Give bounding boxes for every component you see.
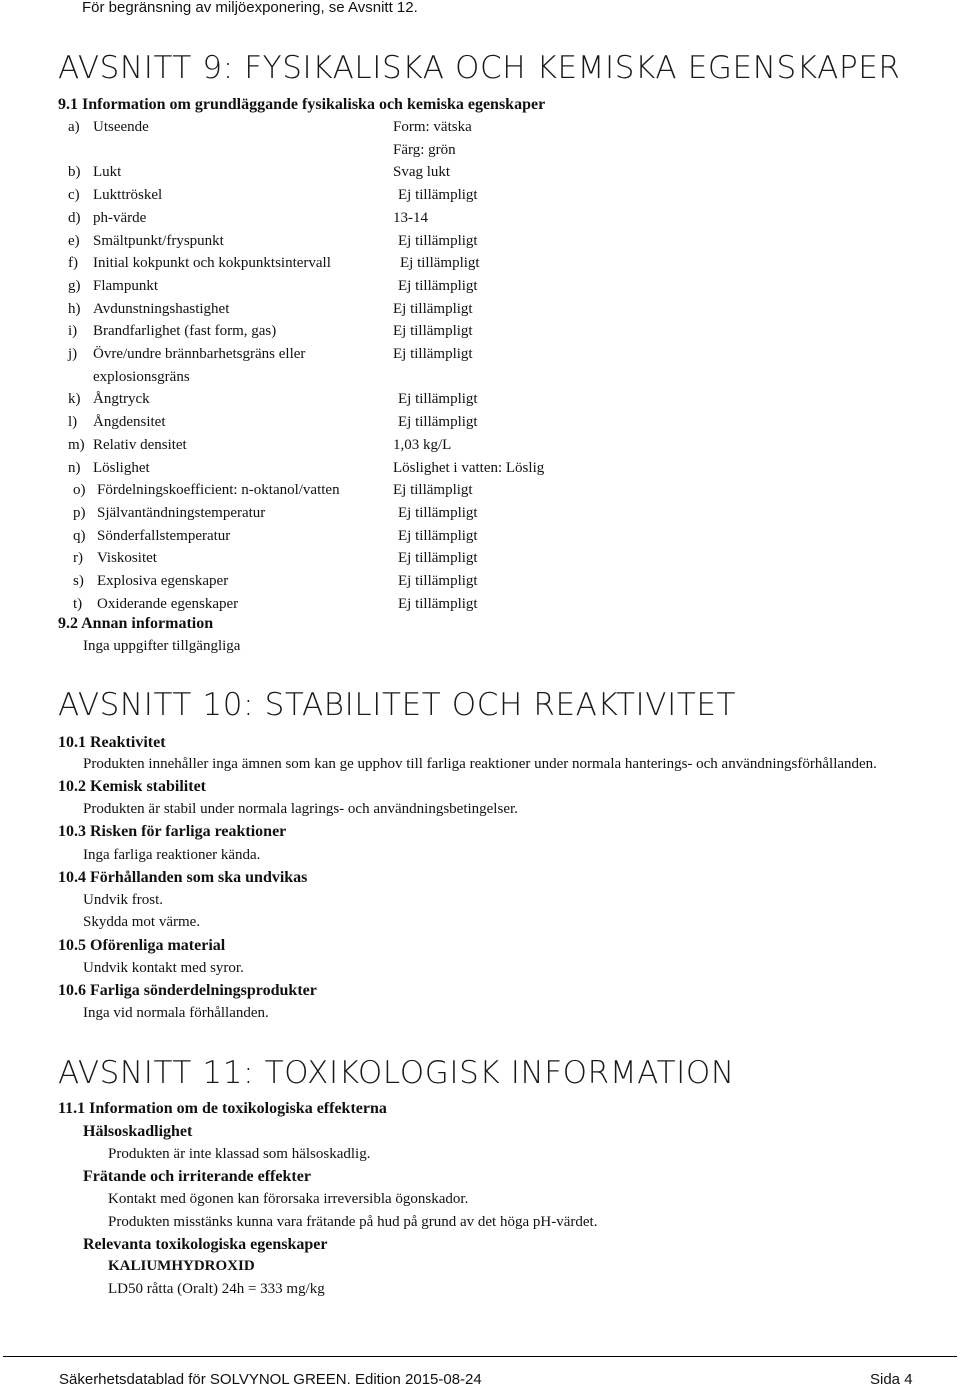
subsection-10-2-heading: 10.2 Kemisk stabilitet	[58, 778, 206, 795]
property-label: Flampunkt	[93, 278, 159, 294]
property-label: explosionsgräns	[93, 369, 190, 385]
property-label: Ångdensitet	[93, 414, 166, 430]
property-value: Ej tillämpligt	[398, 391, 478, 407]
property-label: Relativ densitet	[93, 437, 187, 453]
subsection-10-5-heading: 10.5 Oförenliga material	[58, 937, 226, 954]
property-letter: f)	[68, 255, 78, 271]
subsection-9-1-heading: 9.1 Information om grundläggande fysikaliska och kemiska egenskaper	[58, 96, 546, 113]
property-label: Sönderfallstemperatur	[97, 528, 231, 544]
property-letter: o)	[73, 482, 86, 498]
property-letter: p)	[73, 505, 86, 521]
property-label: Explosiva egenskaper	[97, 573, 229, 589]
property-label: Lukt	[93, 164, 122, 180]
property-label: Brandfarlighet (fast form, gas)	[93, 323, 277, 339]
property-label: Viskositet	[97, 550, 157, 566]
property-label: Oxiderande egenskaper	[97, 596, 239, 612]
property-label: Ångtryck	[93, 391, 150, 407]
property-value: Ej tillämpligt	[398, 596, 478, 612]
property-value: Ej tillämpligt	[398, 550, 478, 566]
property-value: 1,03 kg/L	[393, 437, 452, 453]
property-letter: i)	[68, 323, 78, 339]
health-hazard-text: Produkten är inte klassad som hälsoskadlig.	[108, 1146, 371, 1162]
property-label: Självantändningstemperatur	[97, 505, 266, 521]
property-value: Ej tillämpligt	[398, 414, 478, 430]
relevant-tox-heading: Relevanta toxikologiska egenskaper	[83, 1236, 328, 1253]
subsection-10-3-heading: 10.3 Risken för farliga reaktioner	[58, 823, 287, 840]
property-value: Ej tillämpligt	[398, 528, 478, 544]
property-label: Fördelningskoefficient: n-oktanol/vatten	[97, 482, 340, 498]
property-letter: c)	[68, 187, 80, 203]
property-letter: m)	[68, 437, 85, 453]
property-value: Svag lukt	[393, 164, 451, 180]
subsection-10-3-text: Inga farliga reaktioner kända.	[83, 847, 261, 863]
substance-name: KALIUMHYDROXID	[108, 1258, 255, 1274]
property-label: Löslighet	[93, 460, 150, 476]
property-value: Ej tillämpligt	[398, 187, 478, 203]
property-label: Övre/undre brännbarhetsgräns eller	[93, 346, 306, 362]
property-letter: n)	[68, 460, 81, 476]
page-number: Sida 4	[870, 1371, 913, 1388]
subsection-10-1-text: Produkten innehåller inga ämnen som kan ge upphov till farliga reaktioner under normala hanterings- och användningsförhållanden.	[83, 756, 877, 772]
property-letter: t)	[73, 596, 83, 612]
property-label: Utseende	[93, 119, 149, 135]
property-letter: g)	[68, 278, 81, 294]
subsection-10-6-text: Inga vid normala förhållanden.	[83, 1005, 269, 1021]
property-value: Löslighet i vatten: Löslig	[393, 460, 545, 476]
section-9-title: AVSNITT 9: FYSIKALISKA OCH KEMISKA EGENSKAPER	[58, 50, 901, 86]
subsection-11-1-heading: 11.1 Information om de toxikologiska effekterna	[58, 1100, 387, 1117]
property-label: Initial kokpunkt och kokpunktsintervall	[93, 255, 331, 271]
property-letter: j)	[68, 346, 78, 362]
subsection-10-6-heading: 10.6 Farliga sönderdelningsprodukter	[58, 982, 317, 999]
property-value: Ej tillämpligt	[398, 573, 478, 589]
property-value: Ej tillämpligt	[398, 233, 478, 249]
property-label: ph-värde	[93, 210, 147, 226]
section-11-title: AVSNITT 11: TOXIKOLOGISK INFORMATION	[58, 1055, 735, 1091]
property-value: Ej tillämpligt	[393, 323, 473, 339]
health-hazard-heading: Hälsoskadlighet	[83, 1123, 193, 1140]
corrosive-effects-heading: Frätande och irriterande effekter	[83, 1168, 311, 1185]
corrosive-effects-line-1: Kontakt med ögonen kan förorsaka irreversibla ögonskador.	[108, 1191, 469, 1207]
property-label: Lukttröskel	[93, 187, 163, 203]
property-value: Form: vätska	[393, 119, 472, 135]
property-value: Ej tillämpligt	[398, 505, 478, 521]
subsection-10-4-line-2: Skydda mot värme.	[83, 914, 201, 930]
property-value: Ej tillämpligt	[400, 255, 480, 271]
property-letter: d)	[68, 210, 81, 226]
footer-left-text: Säkerhetsdatablad för SOLVYNOL GREEN. Edition 2015-08-24	[59, 1371, 482, 1388]
subsection-10-4-heading: 10.4 Förhållanden som ska undvikas	[58, 869, 308, 886]
property-letter: l)	[68, 414, 78, 430]
property-label: Smältpunkt/fryspunkt	[93, 233, 224, 249]
property-label: Avdunstningshastighet	[93, 301, 230, 317]
property-letter: e)	[68, 233, 80, 249]
property-letter: s)	[73, 573, 84, 589]
property-letter: q)	[73, 528, 86, 544]
property-value: Ej tillämpligt	[398, 278, 478, 294]
ld50-text: LD50 råtta (Oralt) 24h = 333 mg/kg	[108, 1281, 325, 1297]
subsection-10-5-text: Undvik kontakt med syror.	[83, 960, 244, 976]
subsection-9-2-text: Inga uppgifter tillgängliga	[83, 638, 241, 654]
corrosive-effects-line-2: Produkten misstänks kunna vara frätande på hud på grund av det höga pH-värdet.	[108, 1214, 598, 1230]
subsection-10-4-line-1: Undvik frost.	[83, 892, 163, 908]
subsection-10-1-heading: 10.1 Reaktivitet	[58, 734, 166, 751]
property-letter: h)	[68, 301, 81, 317]
property-value: Ej tillämpligt	[393, 301, 473, 317]
subsection-10-2-text: Produkten är stabil under normala lagrings- och användningsbetingelser.	[83, 801, 518, 817]
section-10-title: AVSNITT 10: STABILITET OCH REAKTIVITET	[58, 687, 737, 723]
property-value: Färg: grön	[393, 142, 456, 158]
property-letter: k)	[68, 391, 81, 407]
subsection-9-2-heading: 9.2 Annan information	[58, 615, 214, 632]
property-letter: r)	[73, 550, 83, 566]
property-letter: b)	[68, 164, 81, 180]
footer-divider	[3, 1356, 957, 1357]
property-value: 13-14	[393, 210, 428, 226]
property-letter: a)	[68, 119, 80, 135]
top-note: För begränsning av miljöexponering, se Avsnitt 12.	[82, 0, 418, 16]
property-value: Ej tillämpligt	[393, 346, 473, 362]
property-value: Ej tillämpligt	[393, 482, 473, 498]
